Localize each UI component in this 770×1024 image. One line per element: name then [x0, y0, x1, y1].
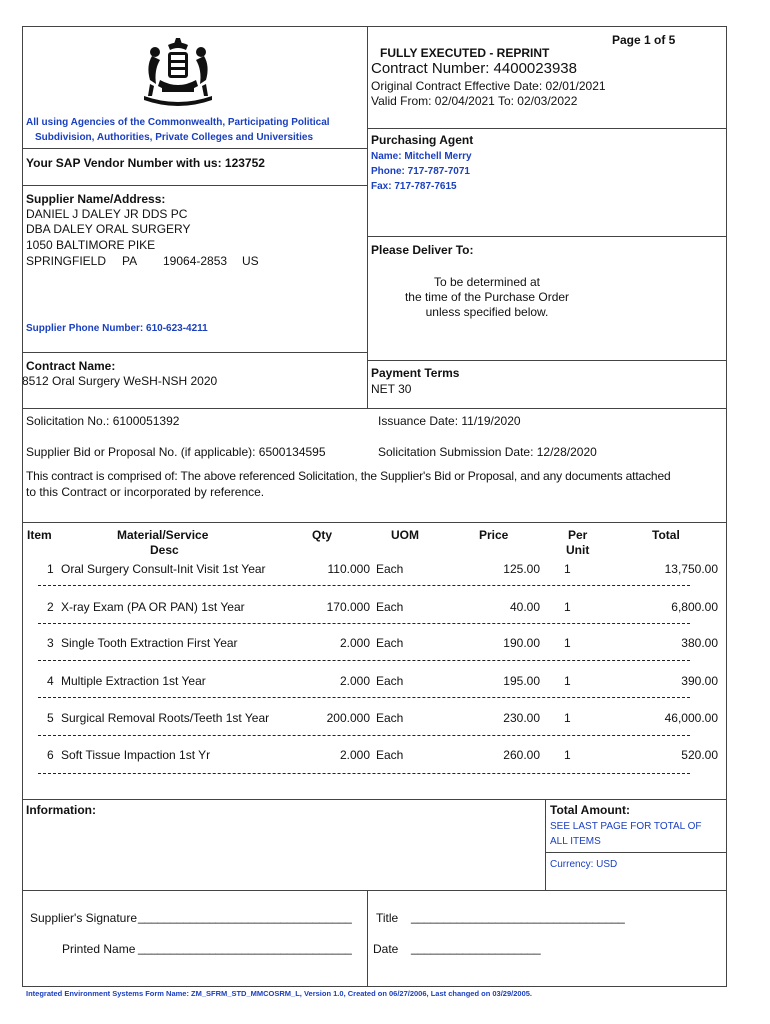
reprint-status: FULLY EXECUTED - REPRINT	[380, 46, 550, 60]
row-per: 1	[564, 674, 571, 688]
col-material: Material/Service	[117, 528, 209, 542]
solicitation-number: Solicitation No.: 6100051392	[26, 414, 180, 428]
row-qty: 200.000	[326, 711, 370, 725]
payment-terms-value: NET 30	[371, 382, 412, 396]
date-blank[interactable]: ____________________	[411, 941, 541, 955]
row-item: 4	[47, 674, 54, 688]
row-total: 390.00	[681, 674, 718, 688]
suppliers-signature-label: Supplier's Signature	[30, 911, 138, 925]
row-per: 1	[564, 711, 571, 725]
table-row	[0, 562, 770, 586]
title-label: Title	[376, 911, 399, 925]
currency: Currency: USD	[550, 859, 618, 870]
agencies-line-2: Subdivision, Authorities, Private Colleges and Universities	[35, 132, 314, 143]
row-item: 3	[47, 636, 54, 650]
deliver-line-3: unless specified below.	[425, 305, 549, 319]
deliver-line-2: the time of the Purchase Order	[404, 290, 570, 304]
form-footer: Integrated Environment Systems Form Name: ZM_SFRM_STD_MMCOSRM_L, Version 1.0, Created on 06/27/2006, Last changed on 03/29/2005.	[26, 989, 532, 998]
row-price: 195.00	[503, 674, 540, 688]
row-uom: Each	[376, 562, 404, 576]
col-total: Total	[652, 528, 680, 542]
row-price: 260.00	[503, 748, 540, 762]
seal-icon	[138, 36, 218, 108]
row-desc: X-ray Exam (PA OR PAN) 1st Year	[61, 600, 245, 614]
row-item: 1	[47, 562, 54, 576]
supplier-line-2: DBA DALEY ORAL SURGERY	[26, 222, 191, 236]
row-per: 1	[564, 600, 571, 614]
agent-name: Name: Mitchell Merry	[371, 151, 472, 162]
supplier-phone: Supplier Phone Number: 610-623-4211	[26, 323, 208, 334]
row-separator	[38, 697, 690, 698]
table-row	[0, 600, 770, 624]
row-uom: Each	[376, 748, 404, 762]
issuance-date: Issuance Date: 11/19/2020	[378, 414, 521, 428]
printed-name-blank[interactable]: _________________________________	[138, 941, 352, 955]
row-desc: Soft Tissue Impaction 1st Yr	[61, 748, 211, 762]
row-total: 380.00	[681, 636, 718, 650]
valid-dates: Valid From: 02/04/2021 To: 02/03/2022	[371, 94, 578, 108]
row-price: 190.00	[503, 636, 540, 650]
row-qty: 2.000	[339, 674, 370, 688]
total-note-1: SEE LAST PAGE FOR TOTAL OF	[550, 821, 702, 832]
row-separator	[38, 735, 690, 736]
row-item: 2	[47, 600, 54, 614]
row-per: 1	[564, 748, 571, 762]
row-item: 5	[47, 711, 54, 725]
row-price: 125.00	[503, 562, 540, 576]
contract-name-title: Contract Name:	[26, 359, 116, 373]
row-qty: 2.000	[339, 636, 370, 650]
row-separator	[38, 660, 690, 661]
row-desc: Surgical Removal Roots/Teeth 1st Year	[61, 711, 270, 725]
row-uom: Each	[376, 674, 404, 688]
supplier-state: PA	[122, 254, 138, 268]
row-uom: Each	[376, 636, 404, 650]
total-amount-title: Total Amount:	[550, 803, 630, 817]
submission-date: Solicitation Submission Date: 12/28/2020	[378, 445, 597, 459]
col-item: Item	[27, 528, 52, 542]
row-desc: Oral Surgery Consult-Init Visit 1st Year	[61, 562, 266, 576]
row-price: 230.00	[503, 711, 540, 725]
col-price: Price	[479, 528, 509, 542]
row-per: 1	[564, 562, 571, 576]
row-qty: 110.000	[327, 562, 370, 576]
col-per: Per	[568, 528, 588, 542]
agencies-line-1: All using Agencies of the Commonwealth, Participating Political	[26, 117, 330, 128]
contract-number: Contract Number: 4400023938	[371, 60, 577, 77]
table-row	[0, 711, 770, 735]
row-desc: Multiple Extraction 1st Year	[61, 674, 206, 688]
bid-number: Supplier Bid or Proposal No. (if applicable): 6500134595	[26, 445, 326, 459]
sap-vendor-number: Your SAP Vendor Number with us: 123752	[26, 156, 265, 170]
row-uom: Each	[376, 600, 404, 614]
row-price: 40.00	[509, 600, 540, 614]
row-total: 6,800.00	[671, 600, 718, 614]
table-row	[0, 636, 770, 660]
col-per-unit: Unit	[566, 543, 590, 557]
row-separator	[38, 585, 690, 586]
comprised-line-2: to this Contract or incorporated by reference.	[26, 485, 265, 499]
row-total: 46,000.00	[664, 711, 718, 725]
row-total: 13,750.00	[664, 562, 718, 576]
row-separator	[38, 773, 690, 774]
deliver-title: Please Deliver To:	[371, 243, 474, 257]
contract-name-value: 8512 Oral Surgery WeSH-NSH 2020	[22, 374, 218, 388]
deliver-line-1: To be determined at	[433, 275, 541, 289]
row-desc: Single Tooth Extraction First Year	[61, 636, 238, 650]
col-uom: UOM	[391, 528, 419, 542]
original-effective-date: Original Contract Effective Date: 02/01/2021	[371, 79, 606, 93]
payment-terms-title: Payment Terms	[371, 366, 460, 380]
purchasing-agent-title: Purchasing Agent	[371, 133, 474, 147]
row-qty: 2.000	[339, 748, 370, 762]
comprised-line-1: This contract is comprised of: The above referenced Solicitation, the Supplier's Bid or Proposal, and any documents attached	[26, 469, 671, 483]
col-qty: Qty	[312, 528, 333, 542]
table-row	[0, 748, 770, 772]
row-total: 520.00	[681, 748, 718, 762]
row-qty: 170.000	[326, 600, 370, 614]
table-row	[0, 674, 770, 698]
agent-phone: Phone: 717-787-7071	[371, 166, 470, 177]
supplier-country: US	[242, 254, 259, 268]
state-seal	[138, 36, 218, 108]
row-per: 1	[564, 636, 571, 650]
row-separator	[38, 623, 690, 624]
col-material-desc: Desc	[150, 543, 179, 557]
agent-fax: Fax: 717-787-7615	[371, 181, 457, 192]
row-uom: Each	[376, 711, 404, 725]
supplier-title: Supplier Name/Address:	[26, 192, 166, 206]
signature-blank[interactable]: _________________________________	[138, 910, 352, 924]
supplier-city: SPRINGFIELD	[26, 254, 107, 268]
information-title: Information:	[26, 803, 96, 817]
supplier-line-3: 1050 BALTIMORE PIKE	[26, 238, 156, 252]
total-note-2: ALL ITEMS	[550, 836, 601, 847]
supplier-line-1: DANIEL J DALEY JR DDS PC	[26, 207, 188, 221]
supplier-zip: 19064-2853	[163, 254, 228, 268]
page-number: Page 1 of 5	[612, 33, 676, 47]
title-blank[interactable]: _________________________________	[411, 910, 625, 924]
row-item: 6	[47, 748, 54, 762]
printed-name-label: Printed Name	[62, 942, 136, 956]
date-label: Date	[373, 942, 399, 956]
